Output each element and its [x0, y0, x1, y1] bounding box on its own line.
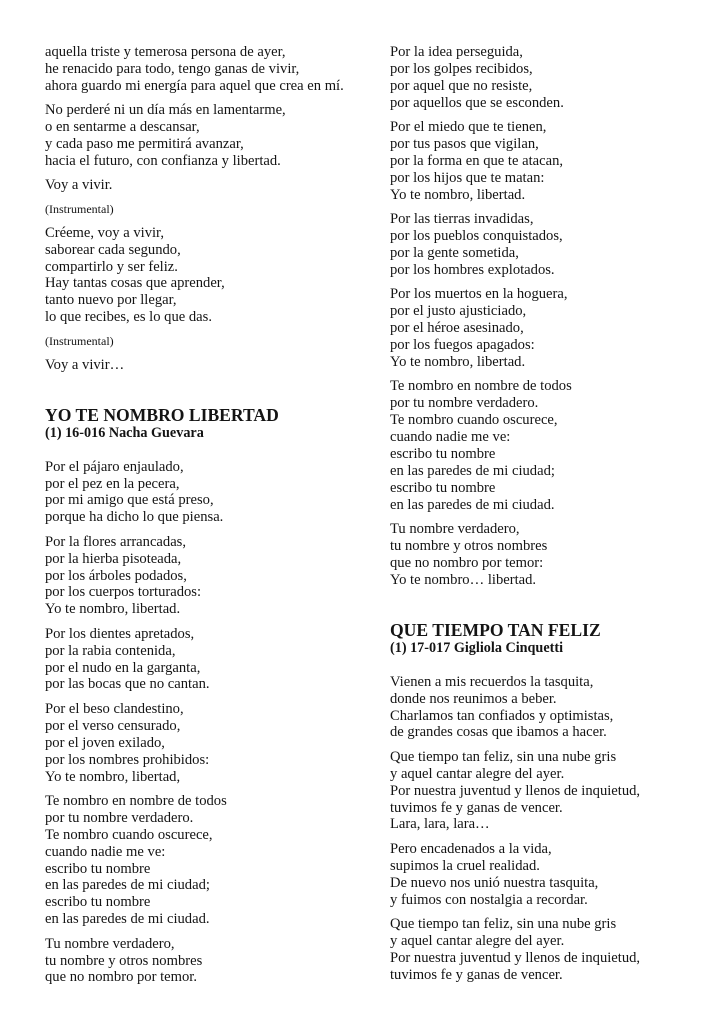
- lyric-line: escribo tu nombre: [390, 479, 496, 496]
- lyric-line: por los fuegos apagados:: [390, 337, 535, 353]
- lyric-line: tuvimos fe y ganas de vencer.: [390, 966, 563, 983]
- lyric-line: por tu nombre verdadero.: [390, 395, 539, 412]
- lyric-line: por tus pasos que vigilan,: [390, 136, 539, 153]
- lyric-line: Por los dientes apretados,: [45, 625, 195, 642]
- lyric-line: y cada paso me permitirá avanzar,: [45, 136, 244, 153]
- stanza: [390, 119, 710, 204]
- lyric-line: Por nuestra juventud y llenos de inquietud,: [390, 782, 641, 799]
- stanza: [45, 701, 365, 786]
- lyric-line: o en sentarme a descansar,: [45, 119, 200, 136]
- lyric-line: Pero encadenados a la vida,: [390, 840, 552, 857]
- lyric-line: por tu nombre verdadero.: [45, 809, 194, 826]
- lyric-line: por la rabia contenida,: [45, 642, 176, 659]
- lyric-line: por los hombres explotados.: [390, 261, 555, 278]
- lyric-line: que no nombro por temor:: [390, 554, 544, 571]
- song-lyrics: [390, 674, 710, 984]
- stanza: [45, 225, 365, 326]
- lyric-line: No perderé ni un día más en lamentarme,: [45, 102, 286, 119]
- stanza: [45, 102, 365, 170]
- lyric-line: Por la idea perseguida,: [390, 44, 523, 60]
- lyric-line: De nuevo nos unió nuestra tasquita,: [390, 874, 599, 891]
- lyric-line: por el verso censurado,: [45, 717, 181, 734]
- lyric-line: Te nombro en nombre de todos: [390, 378, 572, 395]
- lyric-line: donde nos reunimos a beber.: [390, 690, 557, 707]
- stanza: [390, 378, 710, 513]
- stanza: [45, 936, 365, 987]
- stanza: [390, 674, 710, 742]
- lyric-line: Por el pájaro enjaulado,: [45, 458, 184, 475]
- lyric-line: por aquellos que se esconden.: [390, 94, 564, 111]
- lyric-line: en las paredes de mi ciudad.: [390, 496, 555, 513]
- lyric-line: aquella triste y temerosa persona de ayer,: [45, 44, 286, 60]
- lyric-line: Charlamos tan confiados y optimistas,: [390, 707, 614, 724]
- lyric-line: Voy a vivir…: [45, 356, 125, 373]
- song-lyrics: [45, 459, 365, 987]
- previous-song-continuation: [390, 44, 710, 589]
- lyric-line: lo que recibes, es lo que das.: [45, 309, 212, 326]
- stanza: [45, 534, 365, 619]
- lyric-line: en las paredes de mi ciudad;: [390, 462, 555, 479]
- lyric-line: Yo te nombro, libertad,: [45, 768, 181, 785]
- stanza: [45, 459, 365, 527]
- lyric-line: Vienen a mis recuerdos la tasquita,: [390, 673, 594, 690]
- lyric-line: Por nuestra juventud y llenos de inquietud,: [390, 949, 641, 966]
- lyric-line: Tu nombre verdadero,: [45, 935, 175, 952]
- stanza: [45, 793, 365, 928]
- song-header: [45, 406, 365, 442]
- lyric-line: he renacido para todo, tengo ganas de vivir,: [45, 60, 300, 77]
- lyric-line: en las paredes de mi ciudad;: [45, 877, 210, 894]
- lyric-line: ahora guardo mi energía para aquel que crea en mí.: [45, 77, 344, 94]
- lyric-line: porque ha dicho lo que piensa.: [45, 509, 224, 526]
- stanza: [390, 211, 710, 279]
- lyric-line: escribo tu nombre: [45, 860, 151, 877]
- left-column: [45, 44, 365, 994]
- lyric-line: tu nombre y otros nombres: [390, 537, 548, 554]
- song-subtitle: (1) 17-017 Gigliola Cinquetti: [390, 639, 564, 656]
- song-subtitle: (1) 16-016 Nacha Guevara: [45, 424, 204, 441]
- lyric-line: por aquel que no resiste,: [390, 77, 533, 94]
- lyric-line: por los hijos que te matan:: [390, 169, 545, 186]
- lyric-line: Que tiempo tan feliz, sin una nube gris: [390, 748, 617, 765]
- lyric-line: Yo te nombro… libertad.: [390, 571, 537, 588]
- lyric-line: Por las tierras invadidas,: [390, 211, 534, 228]
- lyric-line: tuvimos fe y ganas de vencer.: [390, 799, 563, 816]
- right-column: [390, 44, 710, 991]
- lyric-line: por los nombres prohibidos:: [45, 751, 210, 768]
- lyric-line: por los cuerpos torturados:: [45, 584, 202, 601]
- instrumental-note: (Instrumental): [45, 201, 114, 216]
- stanza: [390, 841, 710, 909]
- song-title: QUE TIEMPO TAN FELIZ: [390, 619, 601, 640]
- lyric-line: y aquel cantar alegre del ayer.: [390, 765, 565, 782]
- lyric-line: supimos la cruel realidad.: [390, 857, 540, 874]
- stanza: [45, 357, 365, 374]
- stanza: [45, 626, 365, 694]
- lyric-line: que no nombro por temor.: [45, 969, 197, 986]
- lyric-line: y aquel cantar alegre del ayer.: [390, 932, 565, 949]
- lyric-line: Por el beso clandestino,: [45, 700, 184, 717]
- lyric-line: tanto nuevo por llegar,: [45, 292, 177, 309]
- lyric-line: por el joven exilado,: [45, 734, 165, 751]
- lyric-line: escribo tu nombre: [45, 894, 151, 911]
- lyric-line: Lara, lara, lara…: [390, 816, 490, 833]
- lyric-line: Te nombro en nombre de todos: [45, 792, 227, 809]
- lyric-line: por los árboles podados,: [45, 567, 187, 584]
- lyric-line: Yo te nombro, libertad.: [390, 353, 526, 370]
- previous-song-continuation: [45, 44, 365, 374]
- lyric-line: por la forma en que te atacan,: [390, 152, 564, 169]
- lyric-line: Por la flores arrancadas,: [45, 533, 187, 550]
- instrumental-note: (Instrumental): [45, 333, 114, 348]
- lyric-line: por la hierba pisoteada,: [45, 550, 182, 567]
- lyric-line: por el héroe asesinado,: [390, 320, 524, 337]
- song-header: [390, 621, 710, 657]
- lyric-line: por el nudo en la garganta,: [45, 659, 201, 676]
- lyric-line: compartirlo y ser feliz.: [45, 258, 178, 275]
- lyric-line: Que tiempo tan feliz, sin una nube gris: [390, 915, 617, 932]
- lyric-line: Yo te nombro, libertad.: [45, 601, 181, 618]
- lyric-line: por el pez en la pecera,: [45, 475, 180, 492]
- lyric-line: hacia el futuro, con confianza y libertad.: [45, 152, 281, 169]
- lyric-line: Hay tantas cosas que aprender,: [45, 275, 225, 292]
- stanza: [390, 44, 710, 112]
- lyric-line: Por los muertos en la hoguera,: [390, 286, 568, 303]
- lyric-line: por los golpes recibidos,: [390, 60, 533, 77]
- lyric-line: Por el miedo que te tienen,: [390, 119, 547, 136]
- stanza: [390, 916, 710, 984]
- song-title: YO TE NOMBRO LIBERTAD: [45, 404, 279, 425]
- lyric-line: Tu nombre verdadero,: [390, 521, 520, 538]
- stanza: [45, 177, 365, 194]
- lyric-line: cuando nadie me ve:: [390, 429, 511, 446]
- stanza: [390, 749, 710, 834]
- lyric-line: por el justo ajusticiado,: [390, 303, 527, 320]
- lyric-line: Te nombro cuando oscurece,: [45, 826, 213, 843]
- lyric-line: de grandes cosas que ibamos a hacer.: [390, 724, 607, 741]
- lyric-line: saborear cada segundo,: [45, 241, 181, 258]
- lyric-line: por las bocas que no cantan.: [45, 676, 210, 693]
- stanza: [390, 521, 710, 589]
- lyric-line: y fuimos con nostalgia a recordar.: [390, 891, 588, 908]
- lyric-line: Yo te nombro, libertad.: [390, 186, 526, 203]
- lyric-line: Créeme, voy a vivir,: [45, 224, 164, 241]
- lyric-line: en las paredes de mi ciudad.: [45, 911, 210, 928]
- lyric-line: por los pueblos conquistados,: [390, 228, 563, 245]
- lyric-line: Te nombro cuando oscurece,: [390, 412, 558, 429]
- stanza: [390, 286, 710, 371]
- lyric-line: por mi amigo que está preso,: [45, 492, 214, 509]
- lyric-line: cuando nadie me ve:: [45, 843, 166, 860]
- stanza: [45, 44, 365, 95]
- lyric-line: escribo tu nombre: [390, 445, 496, 462]
- lyric-line: Voy a vivir.: [45, 177, 113, 194]
- lyric-line: por la gente sometida,: [390, 244, 519, 261]
- lyric-line: tu nombre y otros nombres: [45, 952, 203, 969]
